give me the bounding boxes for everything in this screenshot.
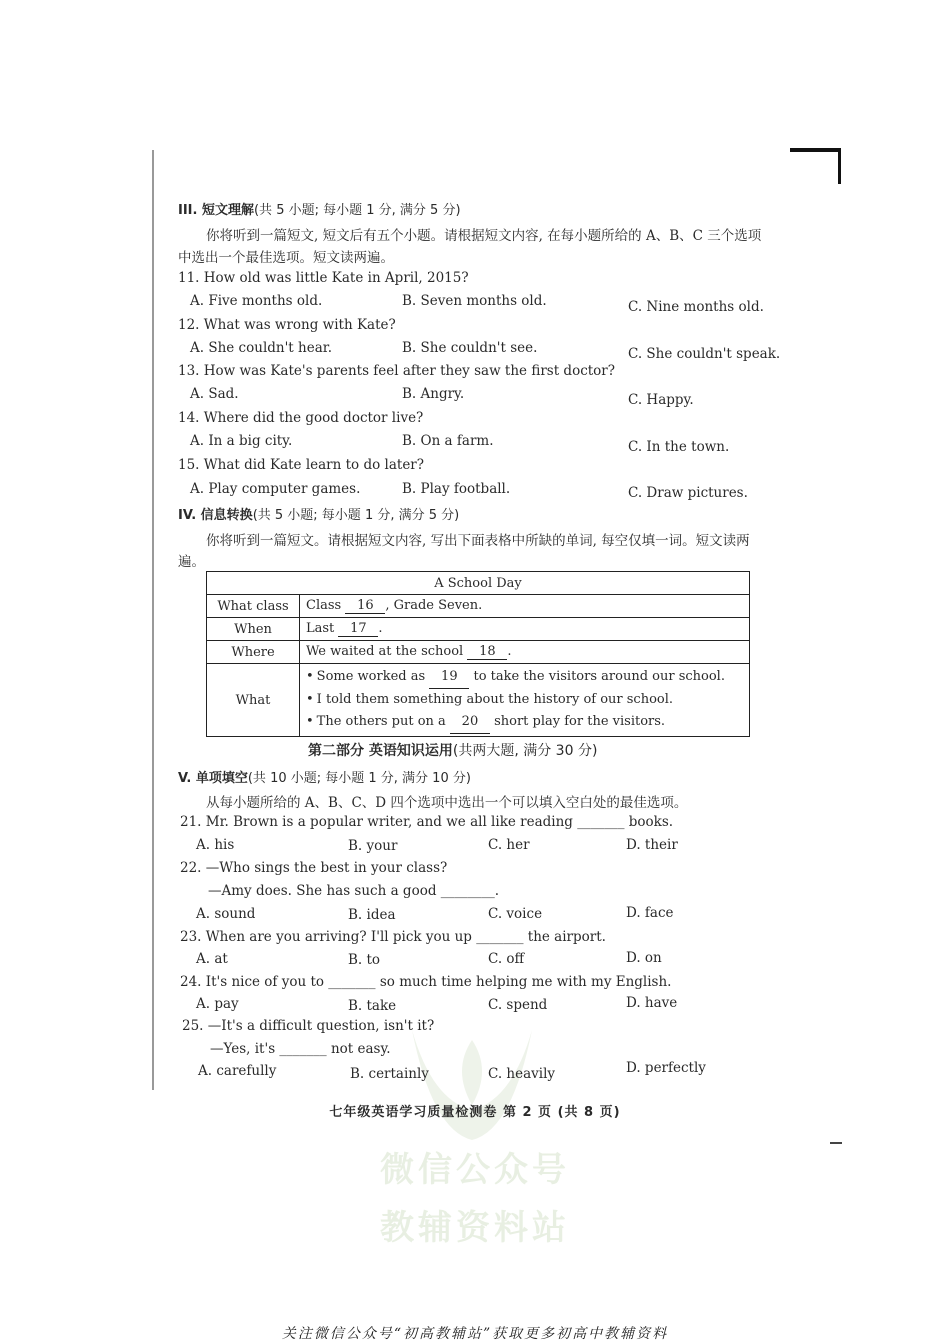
section-3-note: (共 5 小题; 每小题 1 分, 满分 5 分) — [253, 203, 461, 218]
section-5-note: (共 10 小题; 每小题 1 分, 满分 10 分) — [247, 771, 471, 786]
binding-line — [152, 150, 154, 1090]
q22-option-b: B. idea — [348, 907, 396, 923]
q15-option-b: B. Play football. — [402, 481, 511, 497]
question-23: 23. When are you arriving? I'll pick you up _______ the airport. — [180, 929, 606, 945]
watermark-line2: 教辅资料站 — [380, 1208, 570, 1248]
section-4-instruction: 你将听到一篇短文。请根据短文内容, 写出下面表格中所缺的单词, 每空仅填一词。短文读两 — [206, 533, 750, 549]
question-22: 22. —Who sings the best in your class? — [180, 860, 448, 876]
q25-option-a: A. carefully — [198, 1063, 277, 1079]
school-day-table — [206, 571, 750, 737]
section-4-note: (共 5 小题; 每小题 1 分, 满分 5 分) — [252, 508, 460, 523]
table-row — [207, 664, 750, 737]
row-text: . — [507, 644, 512, 659]
q24-option-c: C. spend — [488, 997, 548, 1013]
blank-18: 18 — [467, 644, 507, 660]
q15-option-a: A. Play computer games. — [190, 481, 361, 497]
q21-option-a: A. his — [196, 837, 235, 853]
q23-option-a: A. at — [196, 951, 228, 967]
q22-option-c: C. voice — [488, 906, 543, 922]
question-14: 14. Where did the good doctor live? — [178, 410, 424, 426]
q13-option-b: B. Angry. — [402, 386, 465, 402]
what-item-1: • Some worked as 19 to take the visitors around our school. — [306, 666, 743, 689]
question-25: 25. —It's a difficult question, isn't it? — [182, 1018, 435, 1034]
crop-mark — [790, 148, 840, 152]
q14-option-c: C. In the town. — [628, 439, 730, 455]
row-label: What class — [207, 595, 300, 618]
row-text: short play for the visitors. — [494, 714, 666, 729]
blank-20: 20 — [450, 711, 490, 734]
what-item-2: • I told them something about the history of our school. — [306, 692, 674, 707]
blank-17: 17 — [338, 621, 378, 637]
q21-option-c: C. her — [488, 837, 530, 853]
q23-option-d: D. on — [626, 950, 662, 966]
q11-option-a: A. Five months old. — [190, 293, 323, 309]
q24-option-b: B. take — [348, 998, 397, 1014]
question-22-reply: —Amy does. She has such a good ________. — [208, 883, 500, 899]
what-item-3: • The others put on a 20 short play for the visitors. — [306, 711, 743, 734]
blank-16: 16 — [345, 598, 385, 614]
part-2-note: (共两大题, 满分 30 分) — [452, 743, 598, 759]
q25-option-c: C. heavily — [488, 1066, 556, 1082]
question-15: 15. What did Kate learn to do later? — [178, 457, 424, 473]
row-text: Some worked as — [316, 669, 426, 684]
section-4-instruction-cont: 遍。 — [178, 554, 205, 570]
row-text: , Grade Seven. — [385, 598, 483, 613]
q11-option-c: C. Nine months old. — [628, 299, 764, 315]
part-2-heading — [308, 740, 597, 760]
q25-option-b: B. certainly — [350, 1066, 429, 1082]
q25-option-d: D. perfectly — [626, 1060, 706, 1076]
section-4-title: IV. 信息转换 — [178, 508, 253, 523]
row-text: I told them something about the history of our school. — [316, 692, 674, 707]
q23-option-b: B. to — [348, 952, 381, 968]
q13-option-a: A. Sad. — [190, 386, 239, 402]
row-content — [300, 618, 750, 641]
row-text: to take the visitors around our school. — [473, 669, 725, 684]
row-text: We waited at the school — [306, 644, 464, 659]
q13-option-c: C. Happy. — [628, 392, 694, 408]
section-3-instruction-cont: 中选出一个最佳选项。短文读两遍。 — [178, 250, 394, 266]
q22-option-d: D. face — [626, 905, 674, 921]
question-12: 12. What was wrong with Kate? — [178, 317, 396, 333]
q14-option-a: A. In a big city. — [190, 433, 293, 449]
row-content — [300, 641, 750, 664]
question-13: 13. How was Kate's parents feel after they saw the first doctor? — [178, 363, 615, 379]
q22-option-a: A. sound — [196, 906, 256, 922]
row-text: The others put on a — [316, 714, 446, 729]
section-5-title: V. 单项填空 — [178, 771, 248, 786]
q24-option-d: D. have — [626, 995, 678, 1011]
crop-mark-vertical — [838, 148, 841, 184]
row-label: When — [207, 618, 300, 641]
bottom-promo-note: 关注微信公众号“初高教辅站”获取更多初高中教辅资料 — [281, 1326, 669, 1342]
q15-option-c: C. Draw pictures. — [628, 485, 748, 501]
q23-option-c: C. off — [488, 951, 525, 967]
row-content — [300, 595, 750, 618]
page-footer: 七年级英语学习质量检测卷 第 2 页 (共 8 页) — [329, 1105, 621, 1120]
section-5-heading — [178, 767, 471, 786]
section-3-instruction: 你将听到一篇短文, 短文后有五个小题。请根据短文内容, 在每小题所给的 A、B、C 三个选项 — [206, 228, 762, 244]
row-text: Class — [306, 598, 342, 613]
q12-option-b: B. She couldn't see. — [402, 340, 538, 356]
q21-option-b: B. your — [348, 838, 398, 854]
q24-option-a: A. pay — [196, 996, 239, 1012]
table-row — [207, 618, 750, 641]
q12-option-c: C. She couldn't speak. — [628, 346, 781, 362]
question-11: 11. How old was little Kate in April, 2015? — [178, 270, 469, 286]
question-24: 24. It's nice of you to _______ so much time helping me with my English. — [180, 974, 672, 990]
watermark-line1: 微信公众号 — [380, 1150, 570, 1190]
row-label: What — [207, 664, 300, 737]
section-3-title: III. 短文理解 — [178, 203, 254, 218]
part-2-title: 第二部分 英语知识运用 — [308, 743, 453, 759]
q12-option-a: A. She couldn't hear. — [190, 340, 333, 356]
table-title: A School Day — [207, 572, 750, 595]
q21-option-d: D. their — [626, 837, 678, 853]
question-25-reply: —Yes, it's _______ not easy. — [210, 1041, 391, 1057]
table-row — [207, 595, 750, 618]
blank-19: 19 — [429, 666, 469, 689]
q11-option-b: B. Seven months old. — [402, 293, 547, 309]
section-5-instruction: 从每小题所给的 A、B、C、D 四个选项中选出一个可以填入空白处的最佳选项。 — [206, 795, 688, 811]
section-4-heading — [178, 504, 459, 523]
row-text: . — [378, 621, 383, 636]
row-label: Where — [207, 641, 300, 664]
question-21: 21. Mr. Brown is a popular writer, and we all like reading _______ books. — [180, 814, 674, 830]
row-text: Last — [306, 621, 335, 636]
table-row — [207, 641, 750, 664]
q14-option-b: B. On a farm. — [402, 433, 494, 449]
row-content — [300, 664, 750, 737]
section-3-heading — [178, 199, 461, 218]
